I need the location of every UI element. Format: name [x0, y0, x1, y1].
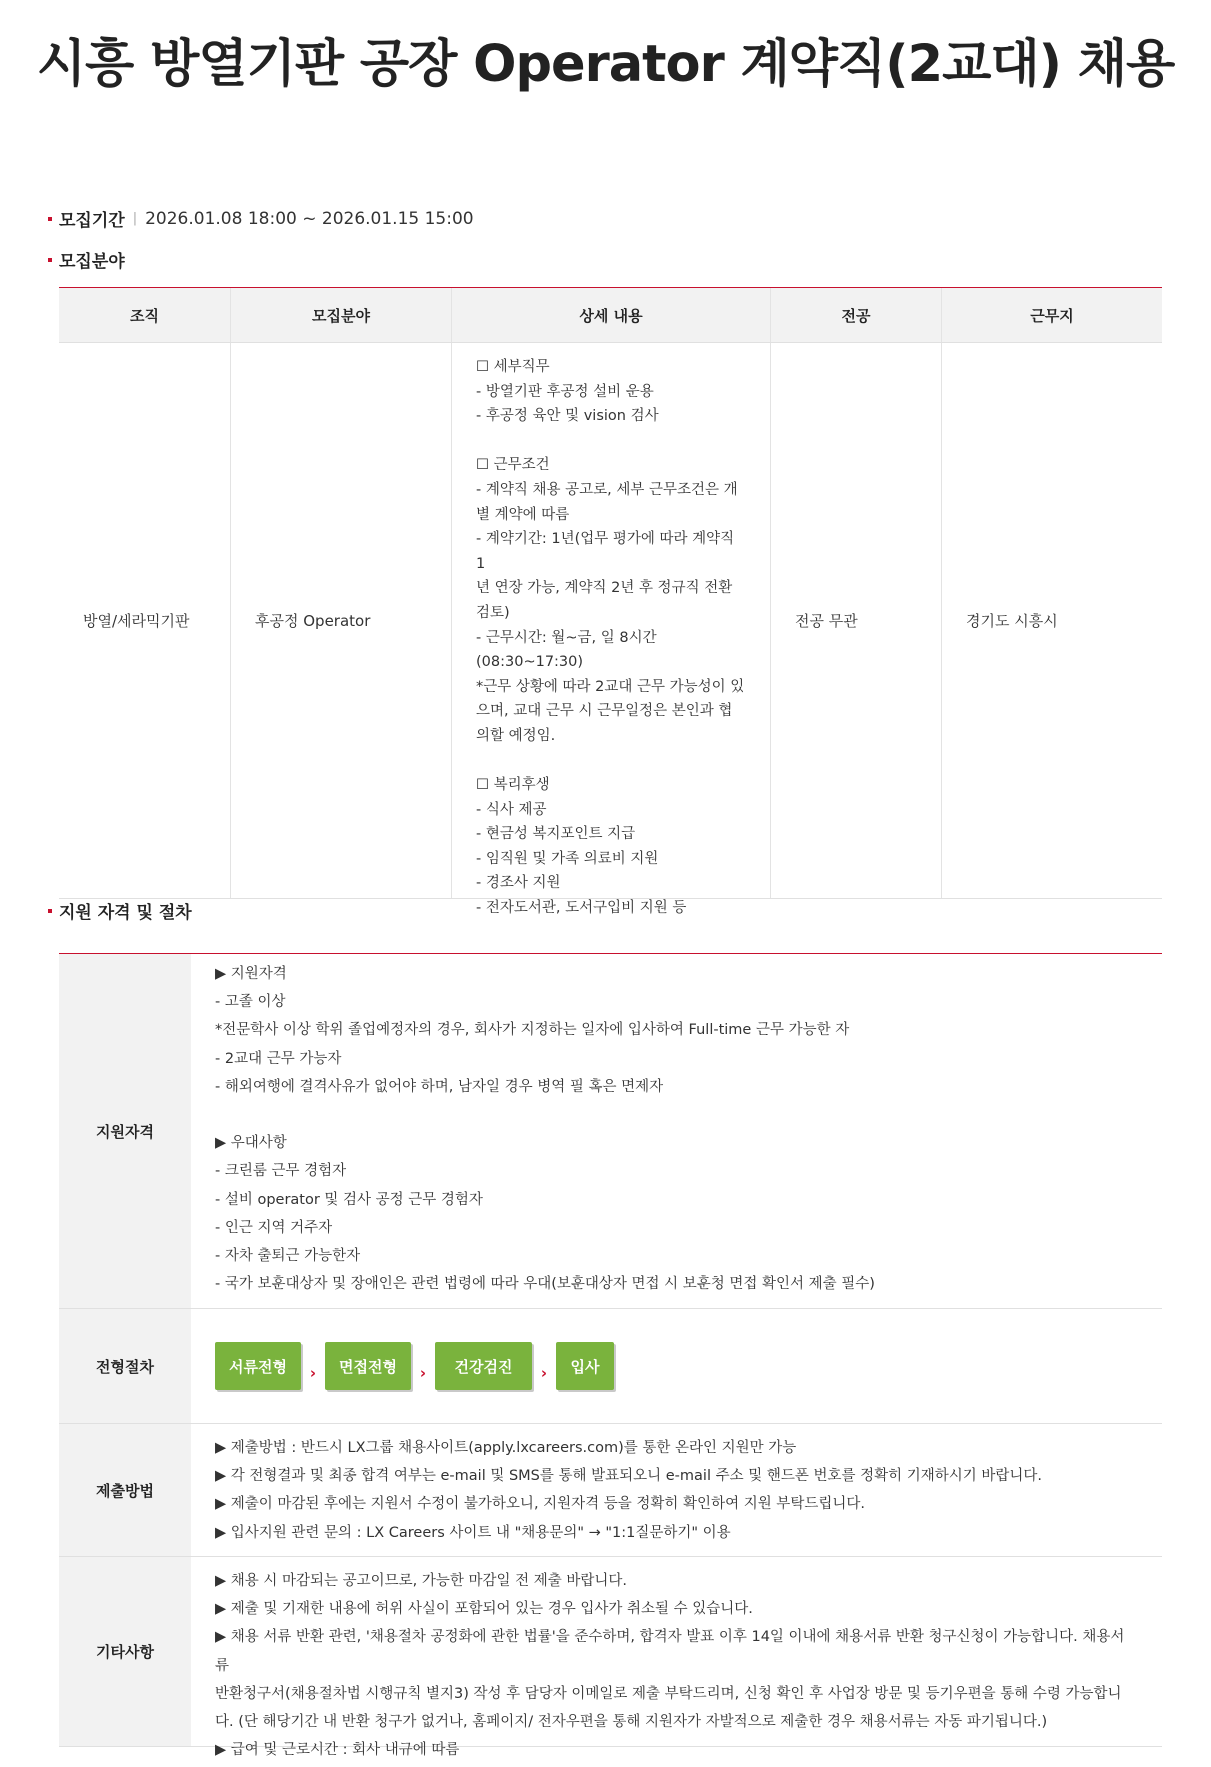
section-heading-qualify-label: 지원 자격 및 절차	[59, 903, 192, 923]
recruit-period	[48, 206, 474, 231]
detail-line: - 근무시간: 월~금, 일 8시간	[476, 629, 657, 646]
content-line: ▶ 제출이 마감된 후에는 지원서 수정이 불가하오니, 지원자격 등을 정확히 확인하여 지원 부탁드립니다.	[215, 1496, 865, 1513]
content-line: ▶ 지원자격	[215, 966, 287, 982]
qualification-content	[191, 954, 1162, 1308]
content-line: - 인근 지역 거주자	[215, 1219, 333, 1236]
section-heading-field-label: 모집분야	[59, 252, 125, 272]
qualification-row	[59, 954, 1162, 1309]
location-cell: 경기도 시흥시	[966, 612, 1058, 630]
submission-row	[59, 1424, 1162, 1557]
etc-lines	[215, 1567, 1138, 1764]
header-field: 모집분야	[231, 288, 452, 342]
bullet-marker	[48, 258, 52, 262]
detail-line: (08:30~17:30)	[476, 654, 584, 671]
detail-line	[476, 749, 746, 774]
major-cell: 전공 무관	[771, 343, 942, 898]
submission-label: 제출방법	[59, 1424, 191, 1556]
detail-line: - 현금성 복지포인트 지급	[476, 826, 636, 843]
bullet-marker	[48, 909, 52, 913]
content-line: ▶ 제출방법 : 반드시 LX그룹 채용사이트(apply.lxcareers.com)를 통한 온라인 지원만 가능	[215, 1440, 797, 1456]
detail-line: - 방열기판 후공정 설비 운용	[476, 383, 654, 400]
process-label: 전형절차	[59, 1309, 191, 1423]
detail-line: - 전자도서관, 도서구입비 지원 등	[476, 900, 687, 917]
recruit-period-value: 2026.01.08 18:00 ~ 2026.01.15 15:00	[145, 208, 474, 229]
process-content	[191, 1309, 1162, 1423]
detail-line: 의할 예정임.	[476, 727, 556, 744]
detail-line	[476, 429, 746, 454]
content-line: ▶ 제출 및 기재한 내용에 허위 사실이 포함되어 있는 경우 입사가 취소될 수 있습니다.	[215, 1601, 753, 1618]
detail-line: - 계약직 채용 공고로, 세부 근무조건은 개	[476, 481, 738, 498]
detail-line: *근무 상황에 따라 2교대 근무 가능성이 있	[476, 678, 745, 695]
content-line: ▶ 각 전형결과 및 최종 합격 여부는 e-mail 및 SMS를 통해 발표되오니 e-mail 주소 및 핸드폰 번호를 정확히 기재하시기 바랍니다.	[215, 1468, 1042, 1485]
detail-line: - 경조사 지원	[476, 875, 561, 892]
submission-lines	[215, 1434, 1138, 1547]
header-details: 상세 내용	[452, 288, 771, 342]
page-title: 시흥 방열기판 공장 Operator 계약직(2교대) 채용	[36, 35, 1175, 94]
content-line: - 국가 보훈대상자 및 장애인은 관련 법령에 따라 우대(보훈대상자 면접 시 보훈청 면접 확인서 제출 필수)	[215, 1276, 875, 1293]
header-location: 근무지	[1030, 306, 1074, 325]
content-line: ▶ 채용 서류 반환 관련, '채용절차 공정화에 관한 법률'을 준수하며, 합격자 발표 이후 14일 이내에 채용서류 반환 청구신청이 가능합니다. 채용서류	[215, 1629, 1125, 1674]
step-hire: 입사	[556, 1342, 614, 1390]
details-list	[476, 355, 746, 921]
step-document-screening: 서류전형	[215, 1342, 301, 1390]
section-heading-field	[48, 247, 125, 272]
detail-line: - 식사 제공	[476, 801, 547, 818]
detail-line: - 임직원 및 가족 의료비 지원	[476, 850, 659, 867]
step-arrow-icon: ›	[419, 1364, 427, 1382]
step-interview: 면접전형	[325, 1342, 411, 1390]
organization-cell: 방열/세라믹기판	[59, 343, 231, 898]
submission-content	[191, 1424, 1162, 1556]
content-line: - 크린룸 근무 경험자	[215, 1163, 347, 1180]
section-heading-qualify	[48, 898, 192, 923]
etc-content	[191, 1557, 1162, 1759]
content-line: - 고졸 이상	[215, 994, 286, 1011]
bullet-marker	[48, 217, 52, 221]
content-line: ▶ 입사지원 관련 문의 : LX Careers 사이트 내 "채용문의" → "1:1질문하기" 이용	[215, 1524, 731, 1541]
detail-line: 별 계약에 따름	[476, 506, 570, 523]
details-cell	[452, 343, 771, 917]
content-line: *전문학사 이상 학위 졸업예정자의 경우, 회사가 지정하는 일자에 입사하여 Full-time 근무 가능한 자	[215, 1022, 850, 1039]
content-line: 다. (단 해당기간 내 반환 청구가 없거나, 홈페이지/ 전자우편을 통해 지원자가 자발적으로 제출한 경우 채용서류는 자동 파기됩니다.)	[215, 1714, 1048, 1731]
step-health-check: 건강검진	[435, 1342, 532, 1390]
header-organization: 조직	[59, 288, 231, 342]
content-line: 반환청구서(채용절차법 시행규칙 별지3) 작성 후 담당자 이메일로 제출 부탁드리며, 신청 확인 후 사업장 방문 및 등기우편을 통해 수령 가능합니	[215, 1685, 1122, 1702]
content-line: ▶ 우대사항	[215, 1135, 287, 1152]
etc-row	[59, 1557, 1162, 1759]
detail-line: - 계약기간: 1년(업무 평가에 따라 계약직 1	[476, 531, 735, 572]
detail-line: 년 연장 가능, 계약직 2년 후 정규직 전환	[476, 580, 733, 597]
detail-line: ☐ 세부직무	[476, 359, 550, 375]
field-table-header	[59, 288, 1162, 343]
recruit-period-label: 모집기간	[59, 211, 125, 231]
content-line: - 2교대 근무 가능자	[215, 1050, 342, 1067]
etc-label: 기타사항	[59, 1557, 191, 1746]
detail-line: - 후공정 육안 및 vision 검사	[476, 408, 659, 425]
detail-line: 으며, 교대 근무 시 근무일정은 본인과 협	[476, 703, 733, 720]
detail-line: ☐ 근무조건	[476, 457, 550, 474]
step-arrow-icon: ›	[309, 1364, 317, 1382]
content-line: - 설비 operator 및 검사 공정 근무 경험자	[215, 1191, 483, 1208]
content-line: - 자차 출퇴근 가능한자	[215, 1248, 361, 1265]
process-steps	[215, 1319, 1138, 1413]
content-line	[215, 1101, 1138, 1129]
process-row	[59, 1309, 1162, 1424]
content-line: ▶ 급여 및 근로시간 : 회사 내규에 따름	[215, 1742, 460, 1759]
step-arrow-icon: ›	[540, 1364, 548, 1382]
qualification-label: 지원자격	[59, 954, 191, 1308]
header-major: 전공	[771, 288, 942, 342]
detail-line: 검토)	[476, 604, 510, 621]
content-line: - 해외여행에 결격사유가 없어야 하며, 남자일 경우 병역 필 혹은 면제자	[215, 1078, 664, 1095]
content-line: ▶ 채용 시 마감되는 공고이므로, 가능한 마감일 전 제출 바랍니다.	[215, 1573, 628, 1589]
field-cell: 후공정 Operator	[231, 343, 452, 898]
divider: |	[132, 211, 138, 226]
qualify-table	[59, 953, 1162, 1759]
detail-line: ☐ 복리후생	[476, 777, 550, 794]
qualification-lines	[215, 960, 1138, 1298]
